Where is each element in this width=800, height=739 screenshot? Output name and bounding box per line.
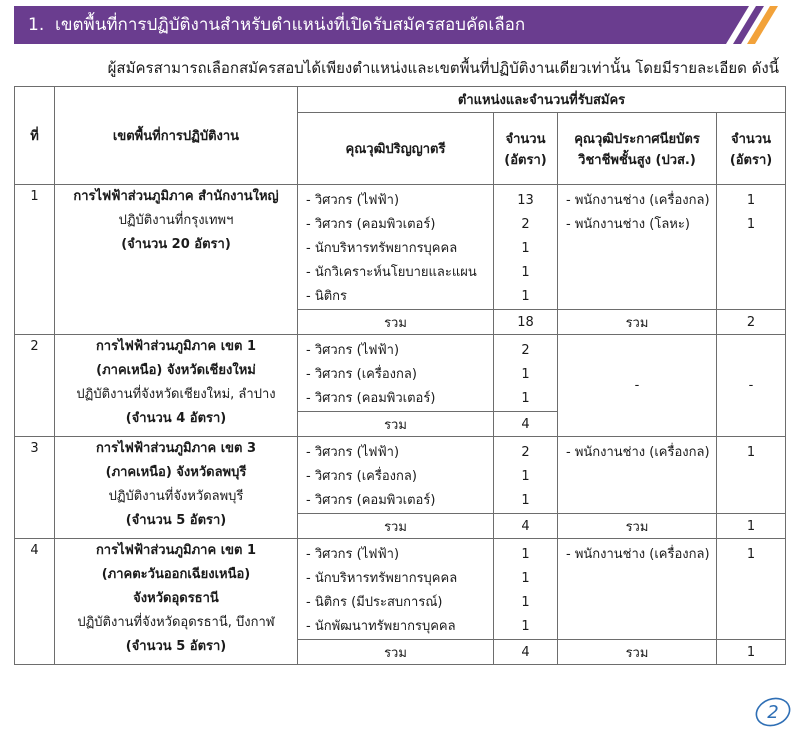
list-item: - วิศวกร (ไฟฟ้า) xyxy=(306,445,400,460)
intro-text: ผู้สมัครสามารถเลือกสมัครสอบได้เพียงตำแหน่งและเขตพื้นที่ปฏิบัติงานเดียวเท่านั้น โดยมีรายละเอียด ดังนี้ xyxy=(107,59,779,77)
area-cell xyxy=(55,437,298,539)
area-quota: (จำนวน 4 อัตรา) xyxy=(125,411,227,426)
total-label: รวม xyxy=(298,514,494,539)
table-row xyxy=(15,437,786,514)
area-region: (ภาคเหนือ) จังหวัดเชียงใหม่ xyxy=(96,363,256,378)
bachelor-counts xyxy=(494,185,558,310)
table-row xyxy=(15,185,786,310)
count-value: 1 xyxy=(746,547,756,562)
page-number-badge xyxy=(752,690,794,730)
bachelor-positions xyxy=(298,437,494,514)
count-value: 2 xyxy=(521,343,530,358)
count-value: 1 xyxy=(521,391,530,406)
count-value: 2 xyxy=(521,445,530,460)
list-item: - วิศวกร (ไฟฟ้า) xyxy=(306,547,400,562)
section-title-text: เขตพื้นที่การปฏิบัติงานสำหรับตำแหน่งที่เปิดรับสมัครสอบคัดเลือก xyxy=(55,15,526,35)
page-number: 2 xyxy=(767,702,779,723)
area-region: (ภาคเหนือ) จังหวัดลพบุรี xyxy=(105,465,247,480)
area-name: การไฟฟ้าส่วนภูมิภาค สำนักงานใหญ่ xyxy=(73,189,279,204)
area-region: (ภาคตะวันออกเฉียงเหนือ) xyxy=(101,567,251,582)
area-location: ปฏิบัติงานที่จังหวัดอุดรธานี, บึงกาฬ xyxy=(77,615,275,630)
bachelor-positions xyxy=(298,335,494,412)
header-area: เขตพื้นที่การปฏิบัติงาน xyxy=(55,87,298,185)
bachelor-counts xyxy=(494,437,558,514)
count-value: 2 xyxy=(521,217,530,232)
count-value: 1 xyxy=(521,265,530,280)
header-count-diploma: จำนวน (อัตรา) xyxy=(717,113,786,185)
list-item: - พนักงานช่าง (เครื่องกล) xyxy=(566,445,710,460)
list-item: - วิศวกร (เครื่องกล) xyxy=(306,367,417,382)
total-label: รวม xyxy=(558,514,717,539)
area-name: การไฟฟ้าส่วนภูมิภาค เขต 3 xyxy=(95,441,257,456)
list-item: - นักวิเคราะห์นโยบายและแผน xyxy=(306,265,477,280)
diploma-counts xyxy=(717,185,786,310)
area-quota: (จำนวน 5 อัตรา) xyxy=(125,639,227,654)
row-number: 3 xyxy=(15,437,55,539)
total-label: รวม xyxy=(298,412,494,437)
header-count-bachelor: จำนวน (อัตรา) xyxy=(494,113,558,185)
count-value: 1 xyxy=(521,619,530,634)
section-header xyxy=(14,6,786,44)
diploma-counts xyxy=(717,539,786,640)
count-value: 1 xyxy=(521,595,530,610)
total-value: 4 xyxy=(494,514,558,539)
count-value: 1 xyxy=(521,367,530,382)
count-value: 1 xyxy=(521,547,530,562)
area-name: การไฟฟ้าส่วนภูมิภาค เขต 1 xyxy=(95,339,257,354)
list-item: - พนักงานช่าง (เครื่องกล) xyxy=(566,193,710,208)
area-location: ปฏิบัติงานที่จังหวัดเชียงใหม่, ลำปาง xyxy=(76,387,276,402)
diploma-count-none: - xyxy=(717,335,786,437)
count-value: 13 xyxy=(517,193,534,208)
diploma-positions xyxy=(558,437,717,514)
total-label: รวม xyxy=(558,310,717,335)
list-item: - วิศวกร (คอมพิวเตอร์) xyxy=(306,217,436,232)
section-title xyxy=(28,6,525,44)
list-item: - นักพัฒนาทรัพยากรบุคคล xyxy=(306,619,456,634)
bachelor-positions xyxy=(298,539,494,640)
total-label: รวม xyxy=(298,640,494,665)
table-row xyxy=(15,539,786,640)
list-item: - วิศวกร (ไฟฟ้า) xyxy=(306,343,400,358)
list-item: - วิศวกร (คอมพิวเตอร์) xyxy=(306,391,436,406)
bachelor-counts xyxy=(494,539,558,640)
list-item: - วิศวกร (คอมพิวเตอร์) xyxy=(306,493,436,508)
diploma-positions xyxy=(558,539,717,640)
count-value: 1 xyxy=(521,493,530,508)
list-item: - พนักงานช่าง (เครื่องกล) xyxy=(566,547,710,562)
list-item: - วิศวกร (เครื่องกล) xyxy=(306,469,417,484)
list-item: - นักบริหารทรัพยากรบุคคล xyxy=(306,571,458,586)
table-row xyxy=(15,335,786,412)
total-value: 4 xyxy=(494,640,558,665)
total-value: 18 xyxy=(494,310,558,335)
diploma-counts xyxy=(717,437,786,514)
area-location: ปฏิบัติงานที่จังหวัดลพบุรี xyxy=(108,489,244,504)
area-quota: (จำนวน 5 อัตรา) xyxy=(125,513,227,528)
total-value: 4 xyxy=(494,412,558,437)
area-province: จังหวัดอุดรธานี xyxy=(133,591,219,606)
count-value: 1 xyxy=(521,469,530,484)
count-value: 1 xyxy=(521,571,530,586)
area-name: การไฟฟ้าส่วนภูมิภาค เขต 1 xyxy=(95,543,257,558)
list-item: - นักบริหารทรัพยากรบุคคล xyxy=(306,241,458,256)
count-value: 1 xyxy=(746,217,756,232)
list-item: - วิศวกร (ไฟฟ้า) xyxy=(306,193,400,208)
header-no: ที่ xyxy=(15,87,55,185)
area-cell xyxy=(55,539,298,665)
row-number: 1 xyxy=(15,185,55,335)
positions-table xyxy=(14,86,786,665)
list-item: - นิติกร xyxy=(306,289,348,304)
area-cell xyxy=(55,335,298,437)
row-number: 4 xyxy=(15,539,55,665)
total-value: 1 xyxy=(717,640,786,665)
diploma-positions xyxy=(558,185,717,310)
area-location: ปฏิบัติงานที่กรุงเทพฯ xyxy=(118,213,234,228)
bachelor-counts xyxy=(494,335,558,412)
count-value: 1 xyxy=(746,193,756,208)
diploma-none: - xyxy=(558,335,717,437)
header-bachelor: คุณวุฒิปริญญาตรี xyxy=(298,113,494,185)
bachelor-positions xyxy=(298,185,494,310)
list-item: - พนักงานช่าง (โลหะ) xyxy=(566,217,690,232)
header-positions: ตำแหน่งและจำนวนที่รับสมัคร xyxy=(298,87,786,113)
section-number: 1. xyxy=(28,15,45,35)
area-cell xyxy=(55,185,298,335)
total-value: 1 xyxy=(717,514,786,539)
count-value: 1 xyxy=(521,289,530,304)
header-diploma: คุณวุฒิประกาศนียบัตร วิชาชีพชั้นสูง (ปวส.) xyxy=(558,113,717,185)
area-quota: (จำนวน 20 อัตรา) xyxy=(121,237,231,252)
total-label: รวม xyxy=(298,310,494,335)
list-item: - นิติกร (มีประสบการณ์) xyxy=(306,595,443,610)
total-label: รวม xyxy=(558,640,717,665)
count-value: 1 xyxy=(746,445,756,460)
count-value: 1 xyxy=(521,241,530,256)
row-number: 2 xyxy=(15,335,55,437)
total-value: 2 xyxy=(717,310,786,335)
